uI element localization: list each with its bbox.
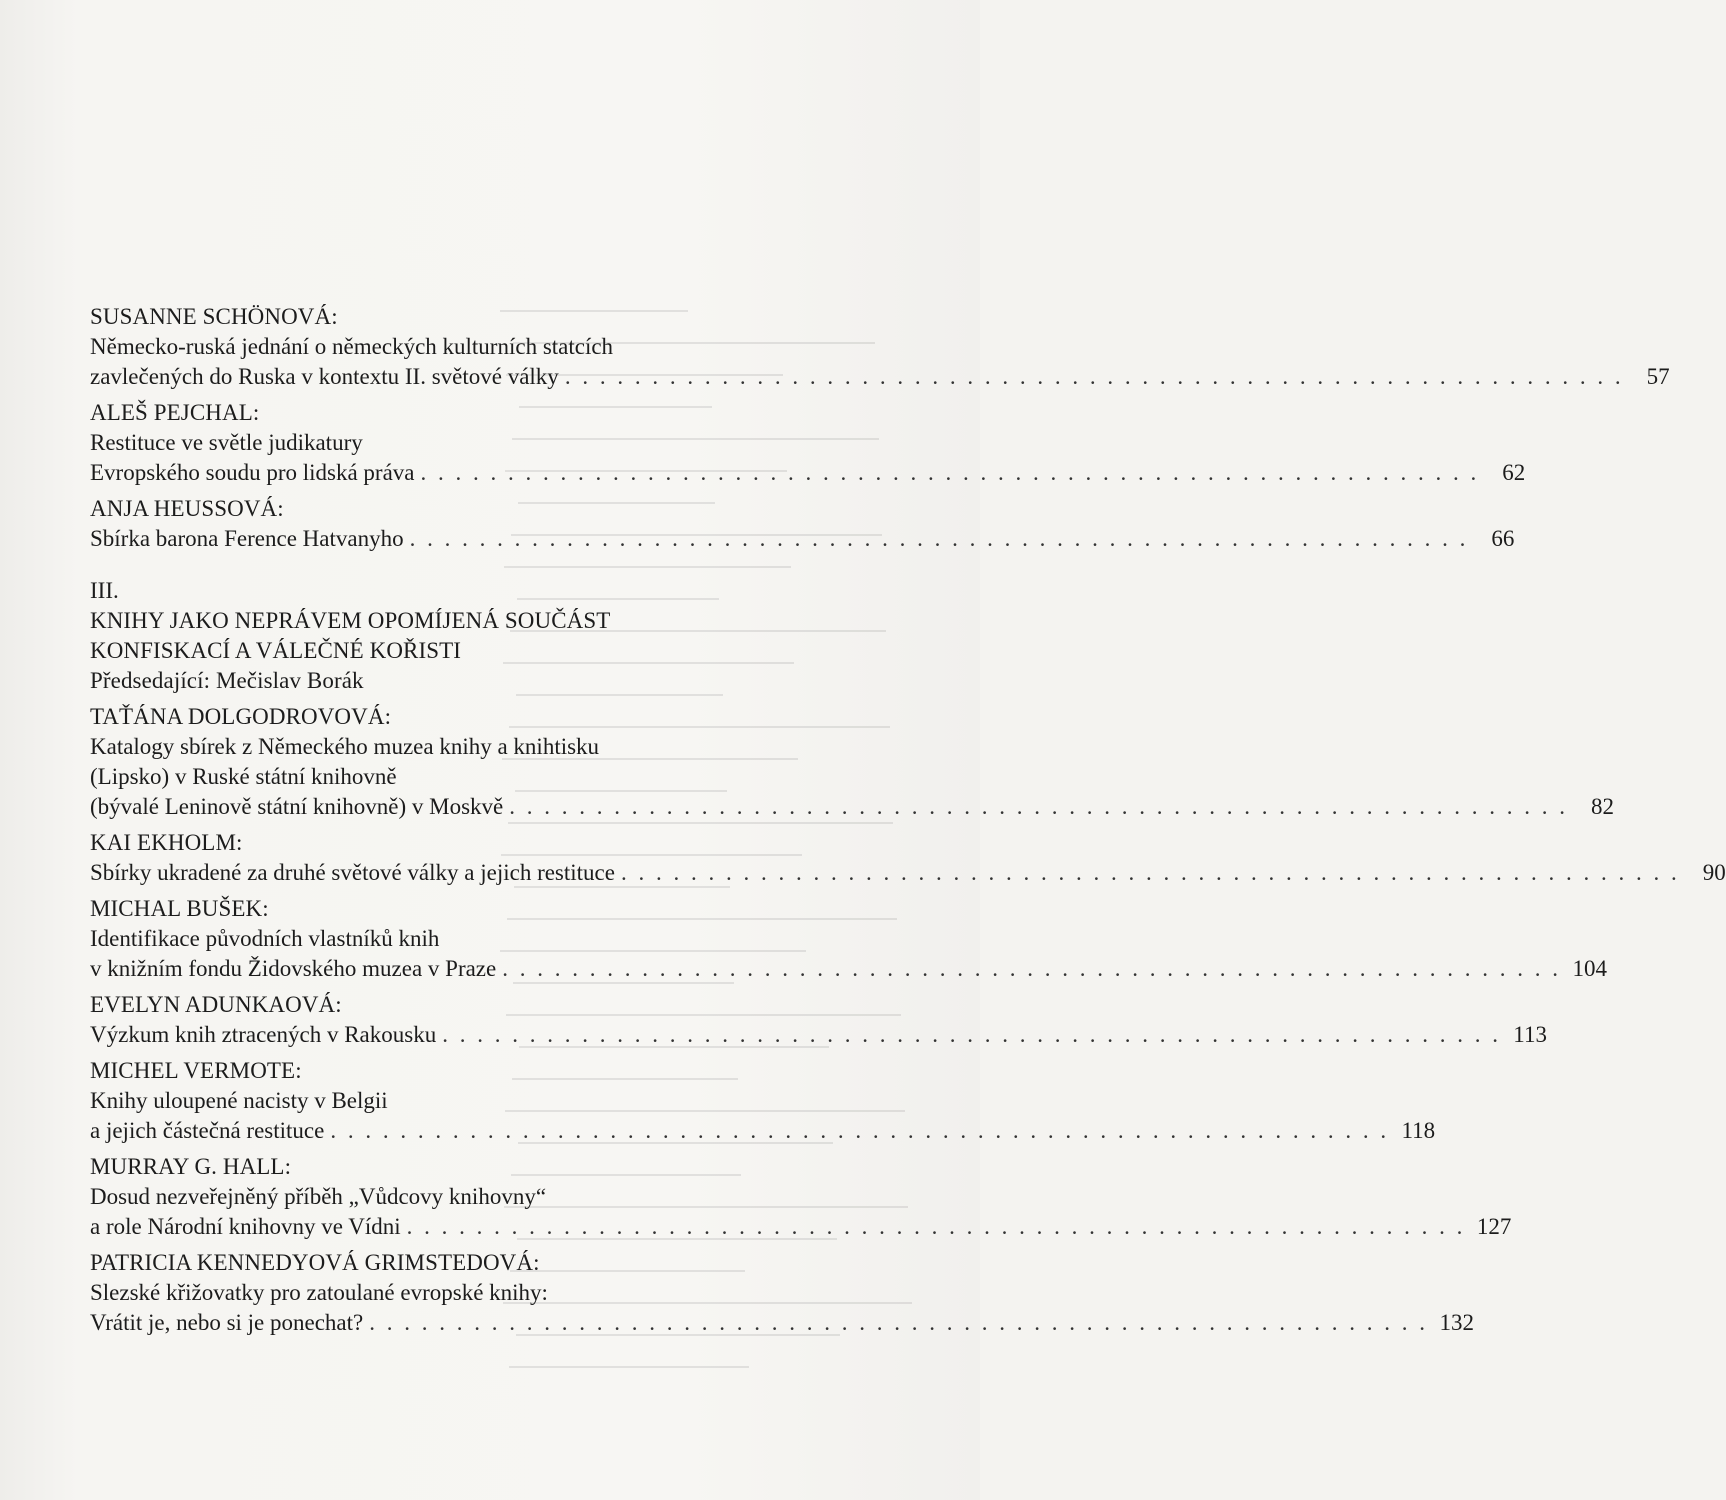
dot-leader: . . . . . . . . . . . . . . . . . . . . . . . . . . . . . . . . . . . . . . . . . . . . . . . . . . . . . . . . . . . . .: [509, 794, 1569, 819]
entry-title-line: [90, 524, 1515, 554]
toc-entry: [90, 1248, 1474, 1338]
table-of-contents: [90, 302, 1726, 1338]
toc-entry: [90, 494, 1515, 554]
toc-entry: [90, 990, 1547, 1050]
entry-author: MURRAY G. HALL:: [90, 1154, 292, 1179]
page-number: 90: [1702, 860, 1726, 885]
entry-title-line: [90, 332, 870, 362]
entry-title-text: Knihy uloupené nacisty v Belgii: [90, 1088, 388, 1113]
entry-title-text: Evropského soudu pro lidská práva: [90, 460, 415, 485]
entry-title-line: [90, 1020, 1547, 1050]
toc-entry: [90, 1056, 1436, 1146]
entry-title-text: (bývalé Leninově státní knihovně) v Moskvě: [90, 794, 504, 819]
entry-title-line: [90, 1182, 870, 1212]
entry-title-text: Katalogy sbírek z Německého muzea knihy a knihtisku: [90, 734, 600, 759]
entry-title-line: [90, 458, 1526, 488]
entry-title-text: Slezské křižovatky pro zatoulané evropské knihy:: [90, 1280, 548, 1305]
page-number: 82: [1591, 794, 1615, 819]
entry-author: MICHAL BUŠEK:: [90, 896, 269, 921]
dot-leader: . . . . . . . . . . . . . . . . . . . . . . . . . . . . . . . . . . . . . . . . . . . . . . . . . . . . . . . . . . . . .: [330, 1118, 1390, 1143]
entry-author: KAI EKHOLM:: [90, 830, 243, 855]
entry-title-line: [90, 1116, 1436, 1146]
entry-title-line: [90, 732, 870, 762]
dot-leader: . . . . . . . . . . . . . . . . . . . . . . . . . . . . . . . . . . . . . . . . . . . . . . . . . . . . . . . . . . . . .: [620, 860, 1680, 885]
entry-title-text: (Lipsko) v Ruské státní knihovně: [90, 764, 397, 789]
page-number: 104: [1572, 956, 1607, 981]
section-chair: Předsedající: Mečislav Borák: [90, 668, 364, 693]
entry-title-line: [90, 1212, 1512, 1242]
entry-title-text: Výzkum knih ztracených v Rakousku: [90, 1022, 437, 1047]
entry-author: EVELYN ADUNKAOVÁ:: [90, 992, 342, 1017]
section-title-line-1: KNIHY JAKO NEPRÁVEM OPOMÍJENÁ SOUČÁST: [90, 608, 611, 633]
page-number: 62: [1502, 460, 1526, 485]
entry-title-line: [90, 924, 870, 954]
entry-title-line: [90, 762, 870, 792]
toc-entry: [90, 1152, 1512, 1242]
toc-group-after: [90, 696, 1726, 1338]
toc-group-before: [90, 302, 1670, 554]
section-number: III.: [90, 578, 119, 603]
entry-title-line: [90, 428, 870, 458]
entry-title-text: Vrátit je, nebo si je ponechat?: [90, 1310, 364, 1335]
toc-entry: [90, 828, 1726, 888]
entry-title-text: a jejich částečná restituce: [90, 1118, 325, 1143]
dot-leader: . . . . . . . . . . . . . . . . . . . . . . . . . . . . . . . . . . . . . . . . . . . . . . . . . . . . . . . . . . . . .: [564, 364, 1624, 389]
page-number: 127: [1476, 1214, 1512, 1239]
entry-title-text: a role Národní knihovny ve Vídni: [90, 1214, 401, 1239]
entry-author: PATRICIA KENNEDYOVÁ GRIMSTEDOVÁ:: [90, 1250, 540, 1275]
entry-author: SUSANNE SCHÖNOVÁ:: [90, 304, 338, 329]
page-number: 118: [1401, 1118, 1436, 1143]
entry-title-text: Sbírka barona Ference Hatvanyho: [90, 526, 404, 551]
page-number: 66: [1491, 526, 1515, 551]
entry-title-text: zavlečených do Ruska v kontextu II. světové války: [90, 364, 559, 389]
toc-entry: [90, 302, 1670, 392]
toc-entry: [90, 702, 1615, 822]
show-through-line: [509, 1366, 749, 1368]
entry-author: ANJA HEUSSOVÁ:: [90, 496, 284, 521]
entry-title-line: [90, 1308, 1474, 1338]
entry-title-line: [90, 792, 1615, 822]
entry-title-text: v knižním fondu Židovského muzea v Praze: [90, 956, 497, 981]
entry-title-text: Restituce ve světle judikatury: [90, 430, 363, 455]
page-number: 57: [1646, 364, 1670, 389]
entry-title-line: [90, 858, 1726, 888]
dot-leader: . . . . . . . . . . . . . . . . . . . . . . . . . . . . . . . . . . . . . . . . . . . . . . . . . . . . . . . . . . . . .: [442, 1022, 1501, 1047]
dot-leader: . . . . . . . . . . . . . . . . . . . . . . . . . . . . . . . . . . . . . . . . . . . . . . . . . . . . . . . . . . . . .: [502, 956, 1561, 981]
section-title-line-2: KONFISKACÍ A VÁLEČNÉ KOŘISTI: [90, 638, 462, 663]
toc-entry: [90, 398, 1526, 488]
toc-entry: [90, 894, 1607, 984]
dot-leader: . . . . . . . . . . . . . . . . . . . . . . . . . . . . . . . . . . . . . . . . . . . . . . . . . . . . . . . . . . . . .: [369, 1310, 1428, 1335]
dot-leader: . . . . . . . . . . . . . . . . . . . . . . . . . . . . . . . . . . . . . . . . . . . . . . . . . . . . . . . . . . . . .: [420, 460, 1480, 485]
dot-leader: . . . . . . . . . . . . . . . . . . . . . . . . . . . . . . . . . . . . . . . . . . . . . . . . . . . . . . . . . . . . .: [406, 1214, 1466, 1239]
entry-author: ALEŠ PEJCHAL:: [90, 400, 260, 425]
entry-title-text: Identifikace původních vlastníků knih: [90, 926, 440, 951]
entry-title-line: [90, 1086, 870, 1116]
entry-author: TAŤÁNA DOLGODROVOVÁ:: [90, 704, 392, 729]
entry-title-line: [90, 362, 1670, 392]
page-number: 113: [1513, 1022, 1547, 1047]
page-number: 132: [1439, 1310, 1474, 1335]
entry-title-line: [90, 954, 1607, 984]
dot-leader: . . . . . . . . . . . . . . . . . . . . . . . . . . . . . . . . . . . . . . . . . . . . . . . . . . . . . . . . . . . . .: [409, 526, 1469, 551]
entry-author: MICHEL VERMOTE:: [90, 1058, 302, 1083]
entry-title-text: Sbírky ukradené za druhé světové války a jejich restituce: [90, 860, 615, 885]
entry-title-text: Dosud nezveřejněný příběh „Vůdcovy knihovny“: [90, 1184, 547, 1209]
entry-title-line: [90, 1278, 870, 1308]
entry-title-text: Německo-ruská jednání o německých kulturních statcích: [90, 334, 614, 359]
